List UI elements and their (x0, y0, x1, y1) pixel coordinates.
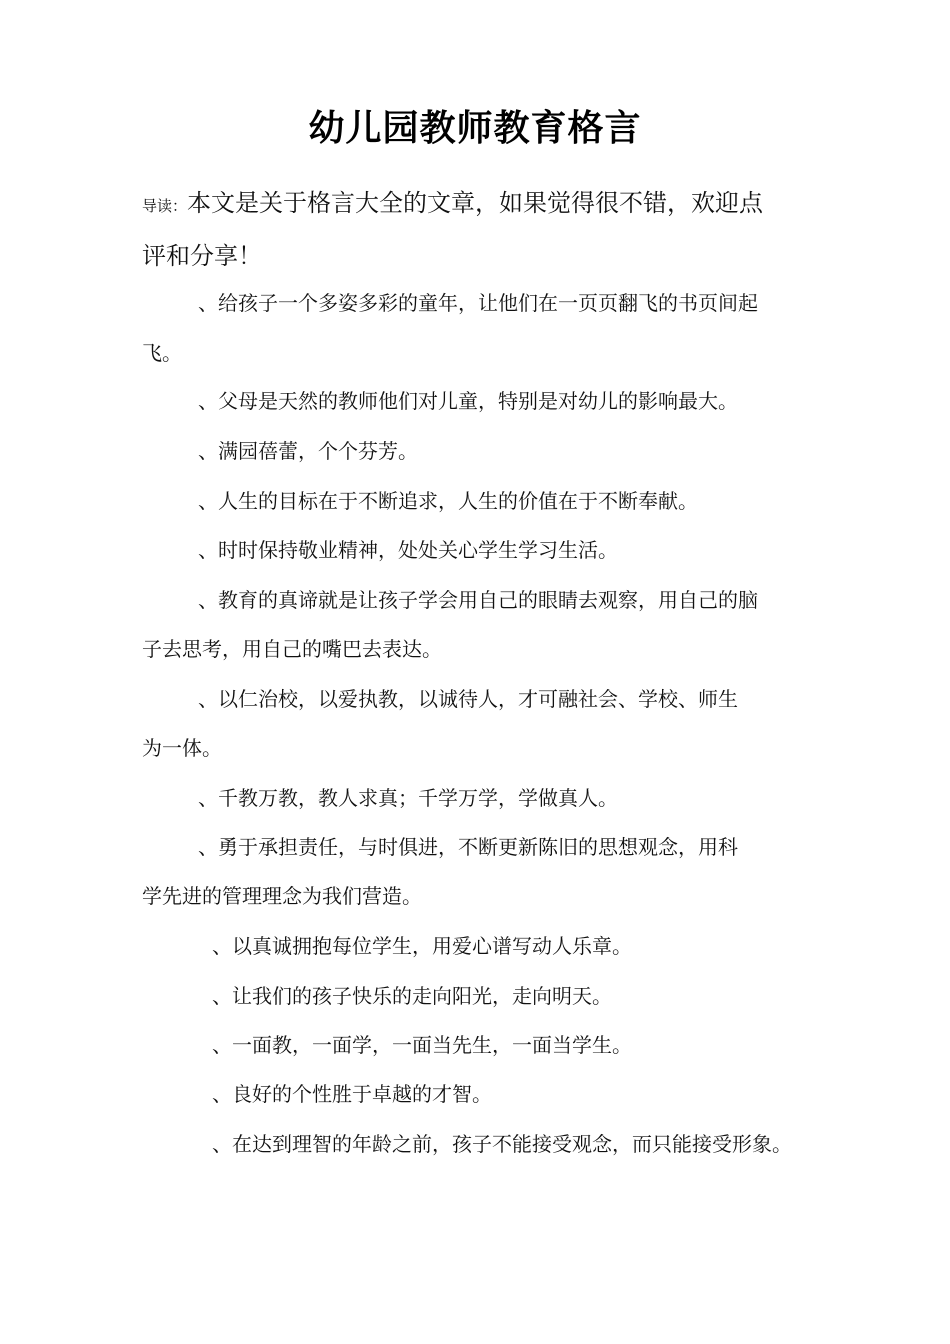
motto-line-8: 、千教万教，教人求真；千学万学，学做真人。 (198, 786, 618, 810)
intro-lead-label: 导读： (142, 197, 188, 215)
motto-line-9: 、勇于承担责任，与时俱进，不断更新陈旧的思想观念，用科 (198, 835, 738, 859)
motto-line-10: 、以真诚拥抱每位学生，用爱心谱写动人乐章。 (212, 934, 632, 958)
motto-line-3: 、满园蓓蕾，个个芬芳。 (198, 439, 418, 463)
motto-line-2: 、父母是天然的教师他们对儿童，特别是对幼儿的影响最大。 (198, 389, 738, 413)
motto-line-1-cont: 飞。 (142, 341, 182, 365)
motto-line-14: 、在达到理智的年龄之前，孩子不能接受观念，而只能接受形象。 (212, 1132, 792, 1156)
motto-line-4: 、人生的目标在于不断追求，人生的价值在于不断奉献。 (198, 489, 698, 513)
motto-line-6-cont: 子去思考，用自己的嘴巴去表达。 (142, 637, 442, 661)
motto-line-6: 、教育的真谛就是让孩子学会用自己的眼睛去观察，用自己的脑 (198, 588, 758, 612)
intro-text-line-2: 评和分享！ (142, 242, 262, 270)
intro-text-line-1: 本文是关于格言大全的文章，如果觉得很不错，欢迎点 (187, 189, 764, 217)
intro-paragraph (142, 178, 822, 281)
motto-line-5: 、时时保持敬业精神，处处关心学生学习生活。 (198, 538, 618, 562)
page-title: 幼儿园教师教育格言 (308, 108, 642, 149)
motto-line-12: 、一面教，一面学，一面当先生，一面当学生。 (212, 1033, 632, 1057)
motto-line-7: 、以仁治校，以爱执教，以诚待人，才可融社会、学校、师生 (198, 687, 738, 711)
motto-line-7-cont: 为一体。 (142, 736, 222, 760)
motto-line-1: 、给孩子一个多姿多彩的童年，让他们在一页页翻飞的书页间起 (198, 291, 758, 315)
motto-line-9-cont: 学先进的管理理念为我们营造。 (142, 884, 422, 908)
motto-line-13: 、良好的个性胜于卓越的才智。 (212, 1082, 492, 1106)
motto-line-11: 、让我们的孩子快乐的走向阳光，走向明天。 (212, 984, 612, 1008)
